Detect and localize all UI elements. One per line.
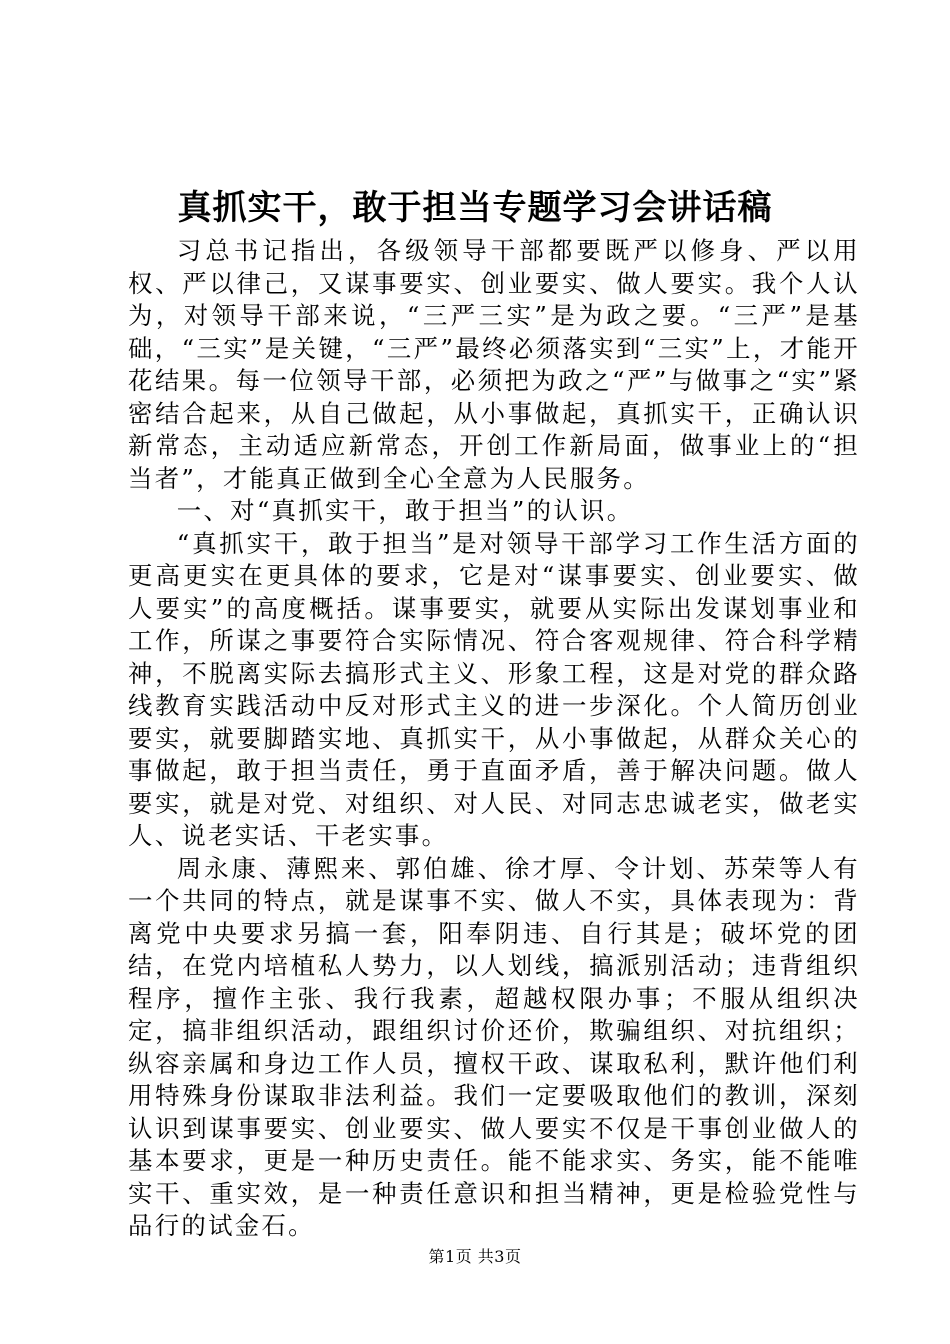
paragraph-intro: 习总书记指出，各级领导干部都要既严以修身、严以用权、严以律己，又谋事要实、创业要实、做人要实。我个人认为，对领导干部来说，“三严三实”是为政之要。“三严”是基础，“三实”是关键，“三严”最终必须落实到“三实”上，才能开花结果。每一位领导干部，必须把为政之“严”与做事之“实”紧密结合起来，从自己做起，从小事做起，真抓实干，正确认识新常态，主动适应新常态，开创工作新局面，做事业上的“担当者”，才能真正做到全心全意为人民服务。 [128, 236, 860, 493]
section-heading: 一、对“真抓实干，敢于担当”的认识。 [176, 496, 634, 525]
page-footer: 第1页 共3页 [428, 1247, 522, 1266]
document-body [128, 235, 860, 1243]
document-title: 真抓实干，敢于担当专题学习会讲话稿 [177, 188, 773, 228]
paragraph-explanation: “真抓实干，敢于担当”是对领导干部学习工作生活方面的更高更实在更具体的要求，它是对“谋事要实、创业要实、做人要实”的高度概括。谋事要实，就要从实际出发谋划事业和工作，所谋之事要符合实际情况、符合客观规律、符合科学精神，不脱离实际去搞形式主义、形象工程，这是对党的群众路线教育实践活动中反对形式主义的进一步深化。个人简历创业要实，就要脚踏实地、真抓实干，从小事做起，从群众关心的事做起，敢于担当责任，勇于直面矛盾，善于解决问题。做人要实，就是对党、对组织、对人民、对同志忠诚老实，做老实人、说老实话、干老实事。 [128, 528, 860, 850]
paragraph-examples: 周永康、薄熙来、郭伯雄、徐才厚、令计划、苏荣等人有一个共同的特点，就是谋事不实、做人不实，具体表现为：背离党中央要求另搞一套，阳奉阴违、自行其是；破坏党的团结，在党内培植私人势力，以人划线，搞派别活动；违背组织程序，擅作主张、我行我素，超越权限办事；不服从组织决定，搞非组织活动，跟组织讨价还价，欺骗组织、对抗组织；纵容亲属和身边工作人员，擅权干政、谋取私利，默许他们利用特殊身份谋取非法利益。我们一定要吸取他们的教训，深刻认识到谋事要实、创业要实、做人要实不仅是干事创业做人的基本要求，更是一种历史责任。能不能求实、务实，能不能唯实干、重实效，是一种责任意识和担当精神，更是检验党性与品行的试金石。 [128, 853, 860, 1240]
